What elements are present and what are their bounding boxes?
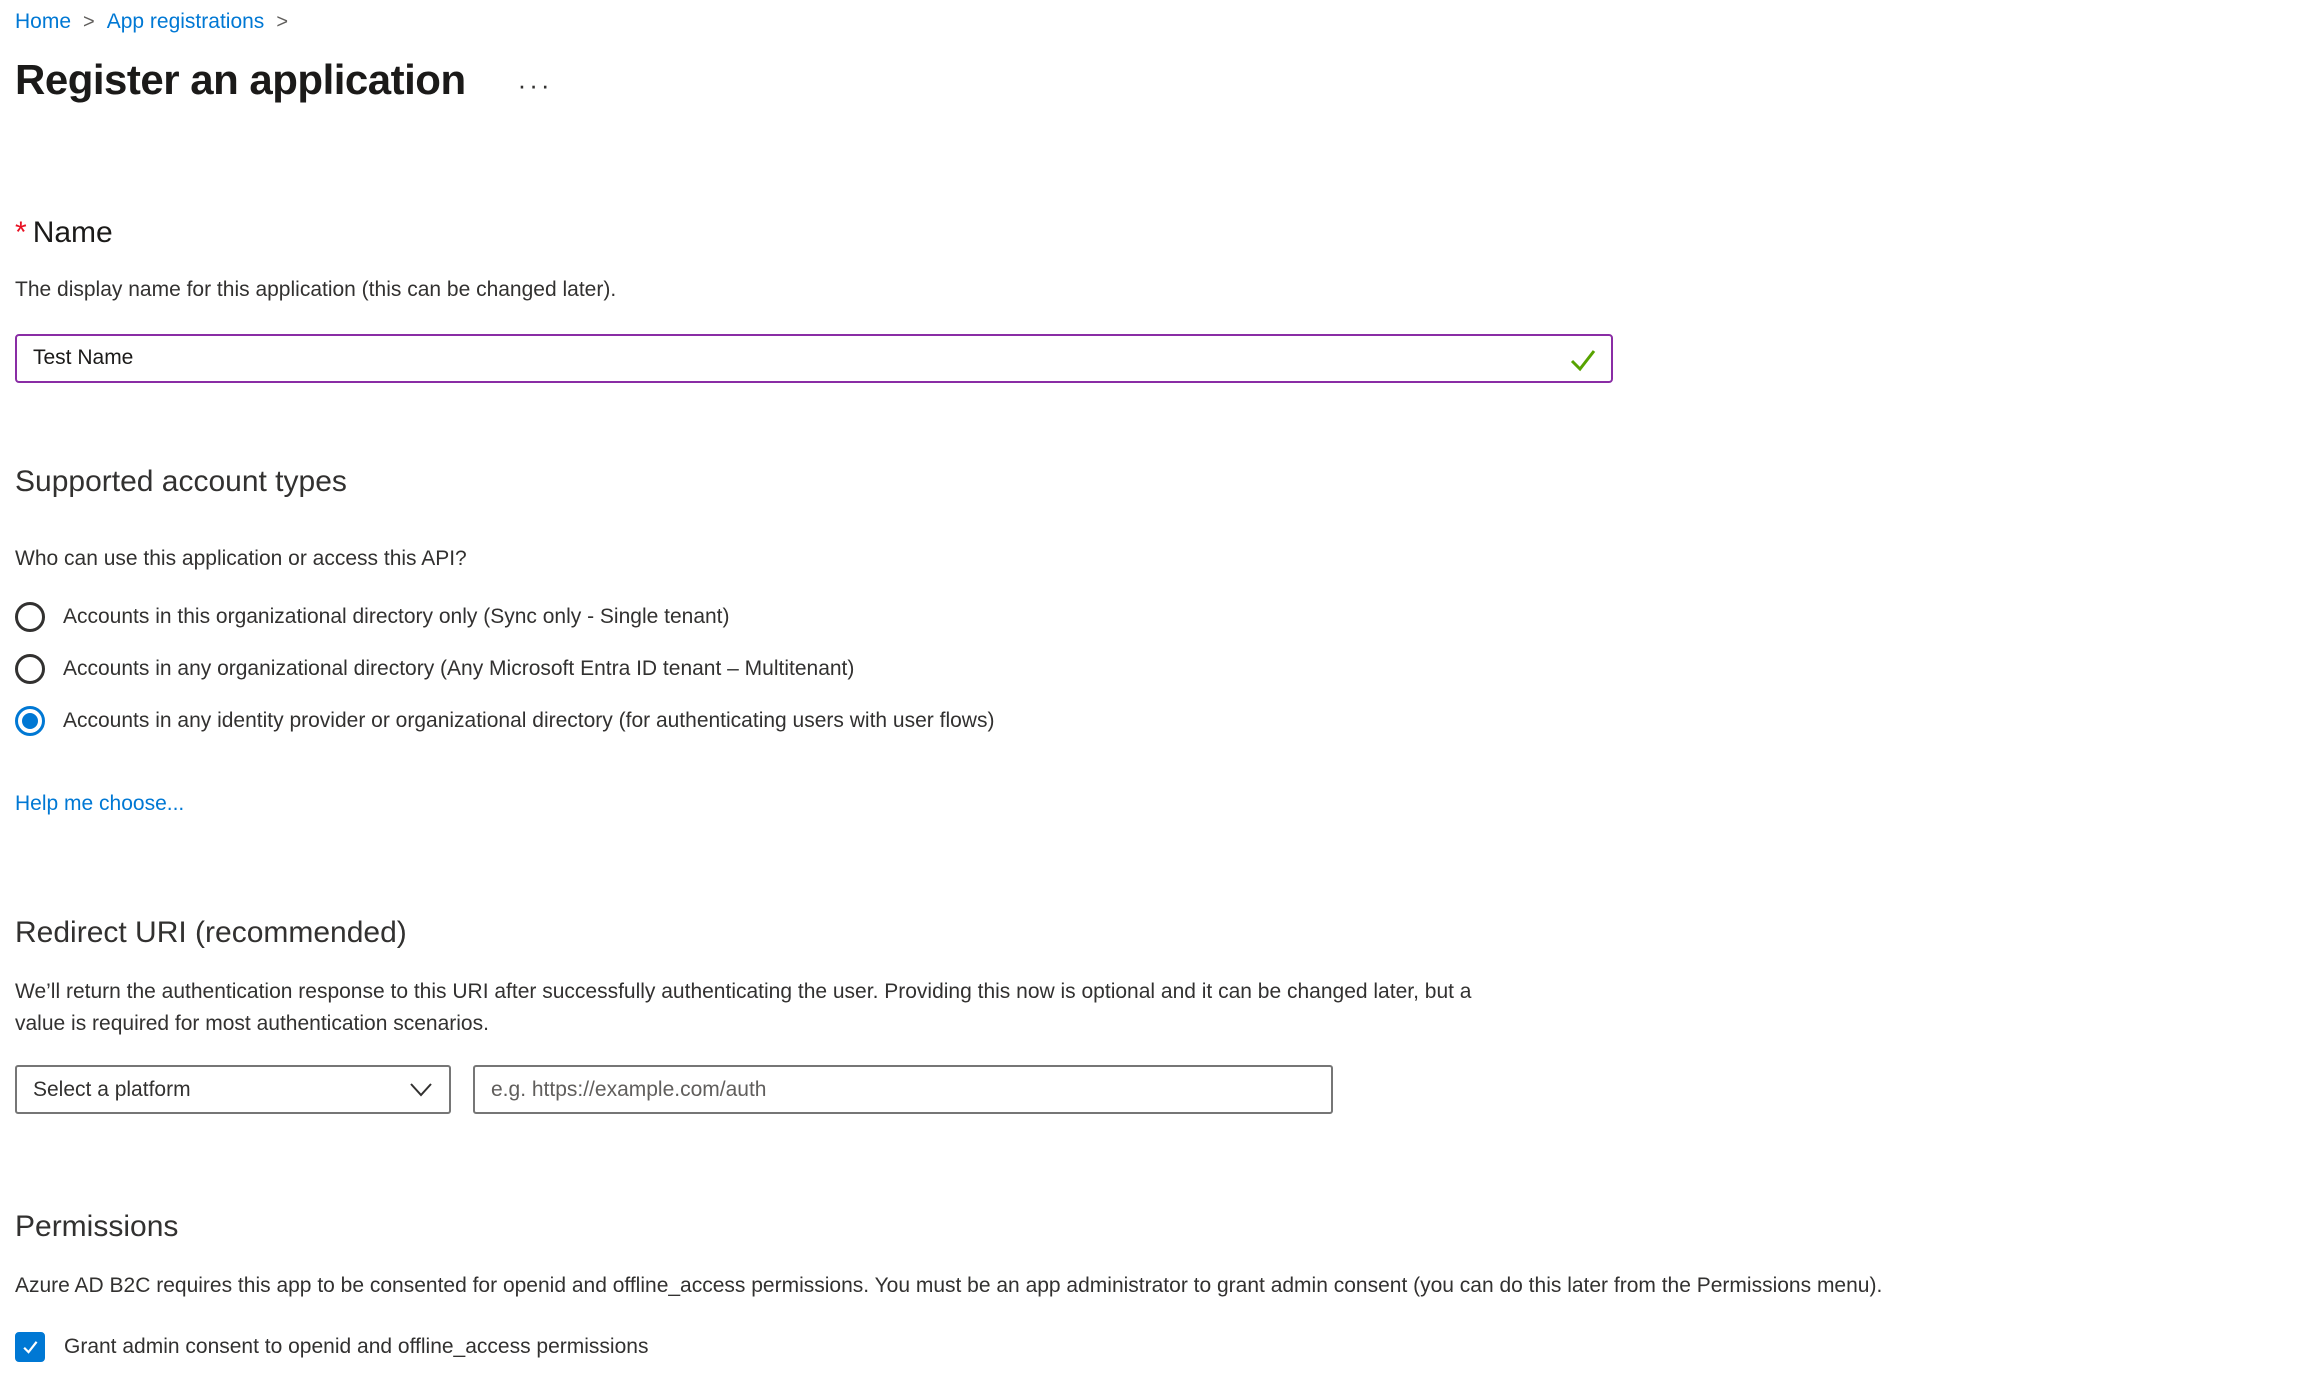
radio-option-label[interactable]: Accounts in this organizational directory only (Sync only - Single tenant) [63, 605, 730, 628]
chevron-right-icon: > [83, 10, 95, 33]
context-menu-button[interactable] [518, 72, 553, 98]
radio-option-any-identity-provider[interactable] [15, 706, 2321, 736]
page-header [15, 56, 2321, 104]
name-input-container [15, 334, 1613, 383]
redirect-uri-heading: Redirect URI (recommended) [15, 916, 407, 949]
required-asterisk: * [15, 216, 27, 249]
radio-option-label[interactable]: Accounts in any identity provider or organizational directory (for authenticating users with user flows) [63, 709, 995, 732]
checkbox-checked-icon[interactable] [15, 1332, 45, 1362]
radio-option-label[interactable]: Accounts in any organizational directory (Any Microsoft Entra ID tenant – Multitenant) [63, 657, 855, 680]
account-type-radio-group [15, 602, 2321, 736]
permissions-description: Azure AD B2C requires this app to be consented for openid and offline_access permissions. You must be an app administrator to grant admin consent (you can do this later from the Permissions menu). [15, 1274, 1883, 1297]
breadcrumb-app-registrations-link[interactable]: App registrations [106, 10, 265, 33]
platform-select[interactable] [15, 1065, 451, 1114]
account-types-question: Who can use this application or access this API? [15, 546, 467, 570]
redirect-uri-input[interactable] [473, 1065, 1333, 1114]
radio-button-selected-icon[interactable] [15, 706, 45, 736]
breadcrumb-home-link[interactable]: Home [15, 10, 72, 33]
redirect-uri-description: We’ll return the authentication response to this URI after successfully authenticating the user. Providing this now is optional and it can be changed later, but a value is required for most authentication scenarios. [15, 980, 1472, 1035]
grant-admin-consent-label[interactable]: Grant admin consent to openid and offline_access permissions [64, 1334, 649, 1358]
grant-admin-consent-checkbox-row[interactable] [15, 1332, 2321, 1362]
name-label-text: Name [32, 216, 113, 249]
redirect-uri-controls [15, 1065, 2321, 1114]
radio-button-icon[interactable] [15, 602, 45, 632]
breadcrumb [15, 10, 2321, 34]
more-options-icon: ··· [517, 70, 553, 100]
platform-select-value: Select a platform [33, 1077, 191, 1101]
page-title: Register an application [15, 56, 466, 103]
name-field-description: The display name for this application (this can be changed later). [15, 278, 617, 301]
help-me-choose-link[interactable]: Help me choose... [15, 792, 185, 815]
supported-account-types-heading: Supported account types [15, 464, 347, 498]
chevron-down-icon [409, 1082, 433, 1098]
permissions-heading: Permissions [15, 1210, 179, 1243]
radio-option-multitenant[interactable] [15, 654, 2321, 684]
name-field-label [15, 216, 2321, 250]
radio-option-single-tenant[interactable] [15, 602, 2321, 632]
chevron-right-icon: > [276, 10, 288, 33]
name-input[interactable] [15, 334, 1613, 383]
radio-button-icon[interactable] [15, 654, 45, 684]
